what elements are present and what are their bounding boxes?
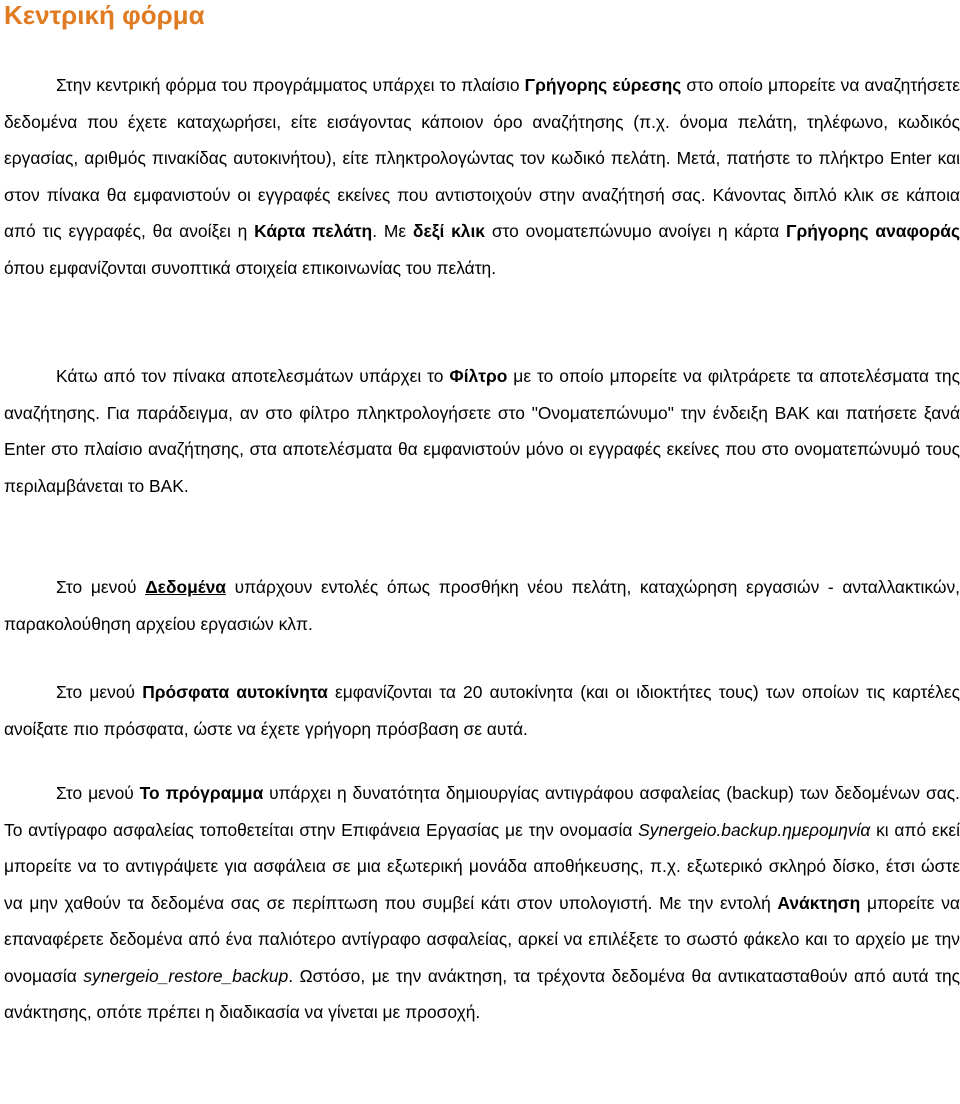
- text-run: όπου εμφανίζονται συνοπτικά στοιχεία επικοινωνίας του πελάτη.: [4, 257, 497, 278]
- bold-term-program-menu: Το πρόγραμμα: [139, 783, 264, 803]
- text-run: . Με: [372, 221, 413, 241]
- italic-backup-filename: Synergeio.backup.ημερομηνία: [638, 819, 871, 840]
- bold-term-restore: Ανάκτηση: [777, 892, 861, 913]
- bold-term-right-click: δεξί κλικ: [412, 221, 485, 241]
- text-run: Στην κεντρική φόρμα του προγράμματος υπάρχει το πλαίσιο: [56, 75, 525, 95]
- text-run: Στο μενού: [56, 783, 140, 803]
- bold-term-recent-cars: Πρόσφατα αυτοκίνητα: [142, 682, 328, 702]
- bold-term-customer-card: Κάρτα πελάτη: [254, 221, 373, 241]
- text-run: στο οποίο μπορείτε να αναζητήσετε δεδομένα που έχετε καταχωρήσει, είτε εισάγοντας κάποιον όρο αναζήτησης (π.χ. όνομα πελάτη, τηλέφωνο, κωδικός εργασίας, αριθμός πινακίδας αυτοκινήτου), είτε πληκτρολογώντας τον κωδικό πελάτη. Μετά, πατήστε το πλήκτρο Enter και στον πίνακα θα εμφανιστούν οι εγγραφές εκείνες που αντιστοιχούν στην αναζήτησή σας. Κάνοντας διπλό κλικ σε κάποια από τις εγγραφές, θα ανοίξει η: [4, 75, 960, 241]
- text-run: με το οποίο μπορείτε να φιλτράρετε τα αποτελέσματα της αναζήτησης. Για παράδειγμα, αν στο φίλτρο πληκτρολογήσετε στο "Ονοματεπώνυμο" την ένδειξη ΒΑΚ και πατήσετε ξανά Enter στο πλαίσιο αναζήτησης, στα αποτελέσματα θα εμφανιστούν μόνο οι εγγραφές εκείνες που στο ονοματεπώνυμό τους περιλαμβάνεται το ΒΑΚ.: [4, 366, 960, 496]
- bold-term-filter: Φίλτρο: [449, 366, 508, 386]
- text-run: υπάρχει η δυνατότητα δημιουργίας αντιγράφου ασφαλείας (backup) των δεδομένων σας. Το αντίγραφο ασφαλείας τοποθετείται στην Επιφάνεια Εργασίας με την ονομασία: [4, 783, 960, 840]
- text-run: εμφανίζονται τα 20 αυτοκίνητα (και οι ιδιοκτήτες τους) των οποίων τις καρτέλες ανοίξατε πιο πρόσφατα, ώστε να έχετε γρήγορη πρόσβαση σε αυτά.: [4, 682, 960, 739]
- text-run: Στο μενού: [56, 682, 143, 702]
- text-run: στο ονοματεπώνυμο ανοίγει η κάρτα: [485, 221, 787, 241]
- section-heading: Κεντρική φόρμα: [4, 0, 205, 30]
- text-run: υπάρχουν εντολές όπως προσθήκη νέου πελάτη, καταχώρηση εργασιών - ανταλλακτικών, παρακολούθηση αρχείου εργασιών κλπ.: [4, 577, 960, 634]
- text-run: . Ωστόσο, με την ανάκτηση, τα τρέχοντα δεδομένα θα αντικατασταθούν από αυτά της ανάκτησης, οπότε πρέπει η διαδικασία να γίνεται με προσοχή.: [4, 965, 960, 1022]
- text-run: Στο μενού: [56, 577, 146, 597]
- paragraph-filter: [4, 358, 960, 504]
- text-run: κι από εκεί μπορείτε να το αντιγράψετε για ασφάλεια σε μια εξωτερική μονάδα αποθήκευσης, π.χ. εξωτερικό σκληρό δίσκο, έτσι ώστε να μην χαθούν τα δεδομένα σας σε περίπτωση που συμβεί κάτι στον υπολογιστή. Με την εντολή: [4, 819, 960, 913]
- paragraph-recent-cars: [4, 674, 960, 747]
- bold-term-quick-report: Γρήγορης αναφοράς: [786, 221, 960, 241]
- text-run: μπορείτε να επαναφέρετε δεδομένα από ένα παλιότερο αντίγραφο ασφαλείας, αρκεί να επιλέξετε το σωστό φάκελο και το αρχείο με την ονομασία: [4, 892, 960, 986]
- bold-term-quick-search: Γρήγορης εύρεσης: [524, 75, 682, 95]
- text-run: Κάτω από τον πίνακα αποτελεσμάτων υπάρχει το: [56, 366, 450, 386]
- paragraph-program-menu: [4, 775, 960, 1031]
- bold-term-data-menu: Δεδομένα: [145, 577, 226, 597]
- paragraph-quick-search: [4, 67, 960, 286]
- paragraph-data-menu: [4, 569, 960, 642]
- italic-restore-filename: synergeio_restore_backup: [83, 965, 289, 986]
